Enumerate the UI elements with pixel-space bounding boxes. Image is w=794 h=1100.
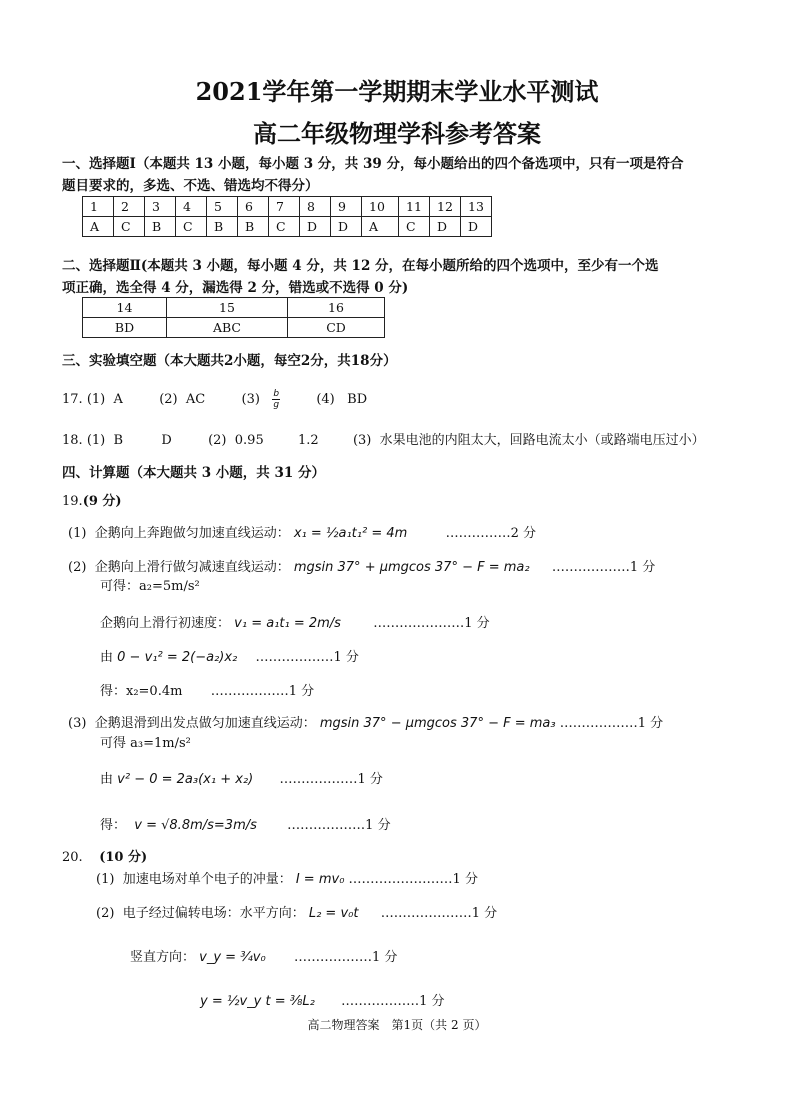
question-18 xyxy=(62,429,705,448)
answer-cell-13: D xyxy=(461,217,492,237)
answer-cell-8: D xyxy=(300,217,331,237)
question-19-header xyxy=(62,490,122,509)
points: …………………1 分 xyxy=(380,906,498,921)
page-footer: 高二物理答案 第1页（共 2 页） xyxy=(307,1018,487,1032)
part-label: (3) xyxy=(241,392,260,407)
step-text: 由 xyxy=(100,650,114,665)
section3-heading: 三、实验填空题（本大题共2小题，每空2分，共18分） xyxy=(62,353,397,369)
answer-cell-3: B xyxy=(145,217,176,237)
step-text: 电子经过偏转电场：水平方向： xyxy=(122,906,305,921)
answer-cell-7: C xyxy=(269,217,300,237)
step-text: 企鹅退滑到出发点做匀加速直线运动： xyxy=(94,716,316,731)
equation: v² − 0 = 2a₃(x₁ + x₂) xyxy=(117,772,254,787)
equation: y = ½v_y t = ⅜L₂ xyxy=(200,994,315,1009)
step-text: 由 xyxy=(100,772,114,787)
step-text: 得： xyxy=(100,818,127,833)
answer-row xyxy=(83,318,385,338)
equation: v_y = ¾v₀ xyxy=(199,950,266,965)
question-number-cell-10: 10 xyxy=(362,197,399,217)
q19-part3-result: 可得 a₃=1m/s² xyxy=(100,736,191,751)
answer-cell-3: CD xyxy=(288,318,385,338)
question-number-cell-11: 11 xyxy=(399,197,430,217)
part-label: (2) xyxy=(159,392,178,407)
answer: B xyxy=(113,433,124,448)
q19-part2-result: 可得：a₂=5m/s² xyxy=(100,579,200,594)
answer-cell-10: A xyxy=(362,217,399,237)
step-text: 加速电场对单个电子的冲量： xyxy=(122,872,292,887)
equation: L₂ = v₀t xyxy=(308,906,359,921)
question-number-cell-13: 13 xyxy=(461,197,492,217)
answer-row xyxy=(83,217,492,237)
points: ………………1 分 xyxy=(255,650,359,665)
step-text: 得：x₂=0.4m xyxy=(100,684,183,699)
answer: BD xyxy=(347,392,368,407)
equation: mgsin 37° + μmgcos 37° − F = ma₂ xyxy=(293,560,530,575)
q19-part3-kinematics xyxy=(100,768,383,787)
answer-cell-11: C xyxy=(399,217,430,237)
q20-part2 xyxy=(96,902,497,921)
part-label: (3) xyxy=(68,716,87,731)
part-label: (2) xyxy=(96,906,115,921)
q20-part1 xyxy=(96,868,478,887)
answer-cell-1: BD xyxy=(83,318,167,338)
question-number-cell-3: 16 xyxy=(288,298,385,318)
equation: 0 − v₁² = 2(−a₂)x₂ xyxy=(117,650,238,665)
part-label: (1) xyxy=(96,872,115,887)
answer: AC xyxy=(185,392,206,407)
question-number-row xyxy=(83,298,385,318)
section4-heading: 四、计算题（本大题共 3 小题，共 31 分） xyxy=(62,465,325,481)
question-number-cell-8: 8 xyxy=(300,197,331,217)
question-17 xyxy=(62,389,367,410)
question-number-cell-2: 2 xyxy=(114,197,145,217)
q20-part2-displacement xyxy=(200,990,444,1009)
q19-part1 xyxy=(68,522,536,541)
part-label: (1) xyxy=(86,433,106,448)
question-number: 20. xyxy=(62,850,83,865)
question-number: 18. xyxy=(62,433,83,448)
section1-instructions-line2: 题目要求的，多选、不选、错选均不得分） xyxy=(62,178,319,194)
points: ………………1 分 xyxy=(559,716,664,731)
question-number: 17. xyxy=(62,392,83,407)
points: ………………1 分 xyxy=(551,560,656,575)
question-20-header xyxy=(62,846,147,865)
points: ………………1 分 xyxy=(294,950,398,965)
points: ………………1 分 xyxy=(287,818,391,833)
q19-part3-velocity xyxy=(100,814,391,833)
section1-instructions-line1: 一、选择题Ⅰ（本题共 13 小题，每小题 3 分，共 39 分，每小题给出的四个备选项中，只有一项是符合 xyxy=(62,156,684,172)
part-label: (2) xyxy=(68,560,87,575)
points: ………………1 分 xyxy=(210,684,315,699)
answer-cell-12: D xyxy=(430,217,461,237)
answer-cell-5: B xyxy=(207,217,238,237)
question-number-row xyxy=(83,197,492,217)
answer-cell-2: ABC xyxy=(167,318,288,338)
question-number-cell-9: 9 xyxy=(331,197,362,217)
score: (10 分) xyxy=(99,850,148,865)
section1-answer-table xyxy=(82,196,492,237)
question-number-cell-7: 7 xyxy=(269,197,300,217)
equation: v₁ = a₁t₁ = 2m/s xyxy=(234,616,341,631)
fraction-answer: $\frac{b}{g}$ xyxy=(273,389,280,410)
question-number-cell-12: 12 xyxy=(430,197,461,217)
q19-part2-initial-velocity xyxy=(100,612,490,631)
answer-cell-2: C xyxy=(114,217,145,237)
part-label: (3) xyxy=(352,433,372,448)
equation: mgsin 37° − μmgcos 37° − F = ma₃ xyxy=(319,716,556,731)
answer: D xyxy=(161,433,172,448)
answer-cell-6: B xyxy=(238,217,269,237)
answer-cell-1: A xyxy=(83,217,114,237)
equation: I = mv₀ xyxy=(295,872,345,887)
question-number-cell-3: 3 xyxy=(145,197,176,217)
question-number: 19. xyxy=(62,494,83,509)
answer: A xyxy=(113,392,123,407)
question-number-cell-2: 15 xyxy=(167,298,288,318)
answer-key-title: 高二年级物理学科参考答案 xyxy=(253,119,541,148)
exam-title: 2021学年第一学期期末学业水平测试 xyxy=(195,77,599,106)
points: ………………1 分 xyxy=(279,772,383,787)
q19-part2-kinematics xyxy=(100,646,359,665)
part-label: (2) xyxy=(208,433,227,448)
equation: v = √8.8m/s=3m/s xyxy=(134,818,257,833)
equation: x₁ = ½a₁t₁² = 4m xyxy=(293,526,408,541)
step-text: 竖直方向： xyxy=(130,950,196,965)
answer: 水果电池的内阻太大，回路电流太小（或路端电压过小） xyxy=(379,433,705,448)
question-number-cell-5: 5 xyxy=(207,197,238,217)
question-number-cell-1: 14 xyxy=(83,298,167,318)
q20-part2-vertical xyxy=(130,946,397,965)
step-text: 企鹅向上奔跑做匀加速直线运动： xyxy=(94,526,290,541)
question-number-cell-6: 6 xyxy=(238,197,269,217)
points: ………………1 分 xyxy=(341,994,445,1009)
part-label: (4) xyxy=(316,392,335,407)
section2-answer-table xyxy=(82,297,385,338)
question-number-cell-4: 4 xyxy=(176,197,207,217)
points: ……………2 分 xyxy=(445,526,536,541)
q19-part3 xyxy=(68,712,663,731)
step-text: 企鹅向上滑行做匀减速直线运动： xyxy=(94,560,290,575)
answer: 0.95 xyxy=(234,433,264,448)
q19-part2-distance xyxy=(100,680,314,699)
answer-cell-9: D xyxy=(331,217,362,237)
section2-instructions-line1: 二、选择题Ⅱ(本题共 3 小题，每小题 4 分，共 12 分，在每小题所给的四个选项中，至少有一个选 xyxy=(62,258,659,274)
points: ……………………1 分 xyxy=(348,872,478,887)
answer-cell-4: C xyxy=(176,217,207,237)
q19-part2 xyxy=(68,556,655,575)
score: (9 分) xyxy=(82,494,122,509)
section2-instructions-line2: 项正确，选全得 4 分，漏选得 2 分，错选或不选得 0 分) xyxy=(62,280,409,296)
points: …………………1 分 xyxy=(373,616,490,631)
step-text: 企鹅向上滑行初速度： xyxy=(100,616,231,631)
part-label: (1) xyxy=(68,526,87,541)
answer: 1.2 xyxy=(298,433,319,448)
part-label: (1) xyxy=(86,392,106,407)
question-number-cell-1: 1 xyxy=(83,197,114,217)
